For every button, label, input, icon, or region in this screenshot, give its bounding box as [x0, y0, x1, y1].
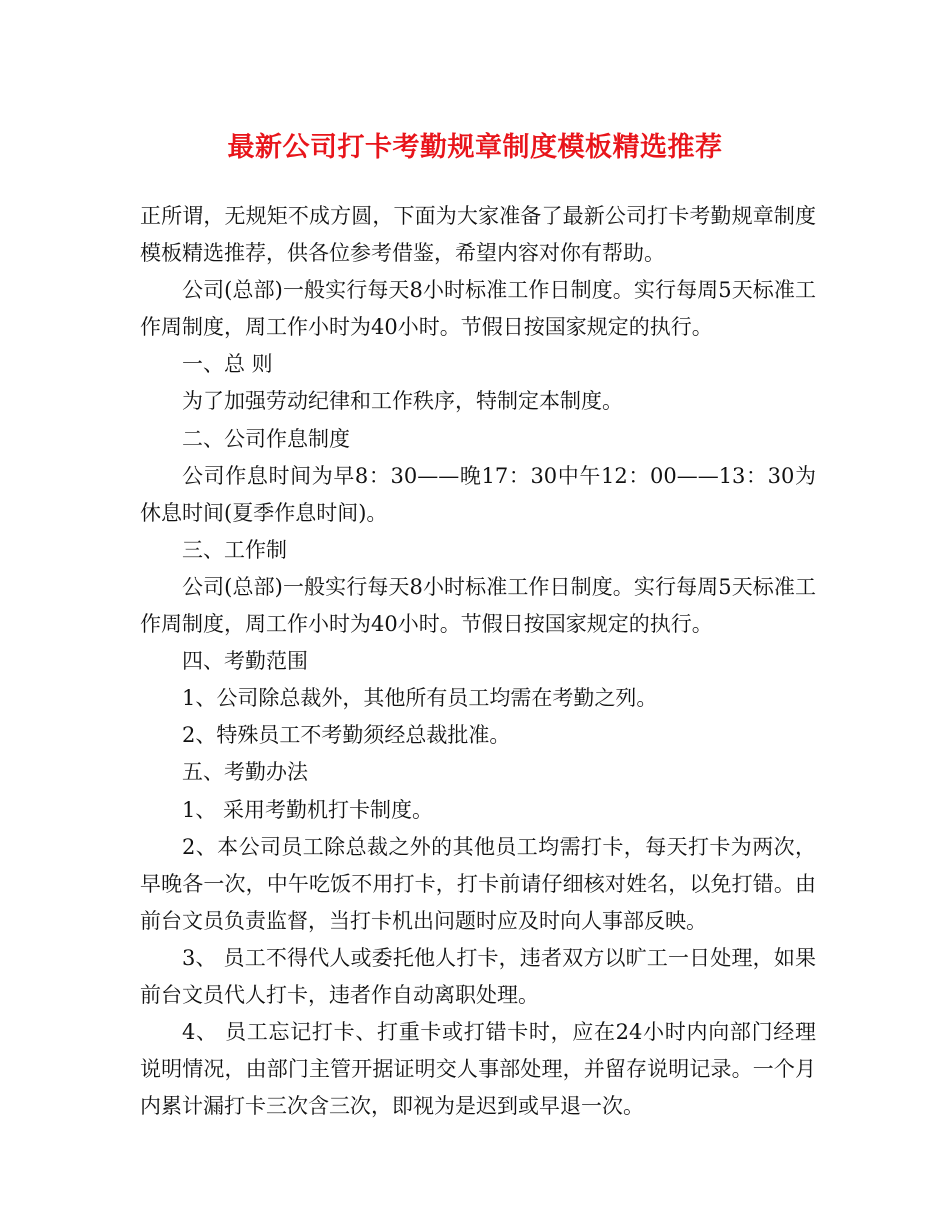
section-heading-attendance-scope: 四、考勤范围: [182, 649, 308, 674]
section-heading-attendance-method: 五、考勤办法: [182, 760, 308, 785]
section-heading-rest-schedule: 二、公司作息制度: [182, 426, 350, 451]
paragraph-work-schedule: 公司(总部)一般实行每天8小时标准工作日制度。实行每周5天标准工作周制度，周工作小时为40小时。节假日按国家规定的执行。: [140, 278, 816, 340]
document-title: 最新公司打卡考勤规章制度模板精选推荐: [227, 132, 723, 163]
list-item-method-2: 2、本公司员工除总裁之外的其他员工均需打卡，每天打卡为两次，早晚各一次，中午吃饭不用打卡，打卡前请仔细核对姓名，以免打错。由前台文员负责监督，当打卡机出问题时应及时向人事部反映。: [140, 834, 816, 933]
list-item-method-1: 1、 采用考勤机打卡制度。: [182, 797, 434, 822]
document-body: [140, 198, 816, 1125]
list-item-method-4: 4、 员工忘记打卡、打重卡或打错卡时，应在24小时内向部门经理说明情况，由部门主管开据证明交人事部处理，并留存说明记录。一个月内累计漏打卡三次含三次，即视为是迟到或早退一次。: [140, 1020, 816, 1119]
list-item-scope-1: 1、公司除总裁外，其他所有员工均需在考勤之列。: [182, 686, 658, 711]
section-heading-general: 一、总 则: [182, 352, 273, 377]
paragraph-work-system: 公司(总部)一般实行每天8小时标准工作日制度。实行每周5天标准工作周制度，周工作小时为40小时。节假日按国家规定的执行。: [140, 574, 816, 637]
list-item-method-3: 3、 员工不得代人或委托他人打卡，违者双方以旷工一日处理，如果前台文员代人打卡，违者作自动离职处理。: [140, 945, 816, 1007]
section-heading-work-system: 三、工作制: [182, 537, 287, 562]
list-item-scope-2: 2、特殊员工不考勤须经总裁批准。: [182, 723, 511, 748]
paragraph-intro: 正所谓，无规矩不成方圆，下面为大家准备了最新公司打卡考勤规章制度模板精选推荐，供各位参考借鉴，希望内容对你有帮助。: [140, 204, 816, 266]
paragraph-purpose: 为了加强劳动纪律和工作秩序，特制定本制度。: [182, 389, 623, 414]
paragraph-rest-times: 公司作息时间为早8：30——晚17：30中午12：00——13：30为休息时间(夏季作息时间)。: [140, 463, 816, 525]
